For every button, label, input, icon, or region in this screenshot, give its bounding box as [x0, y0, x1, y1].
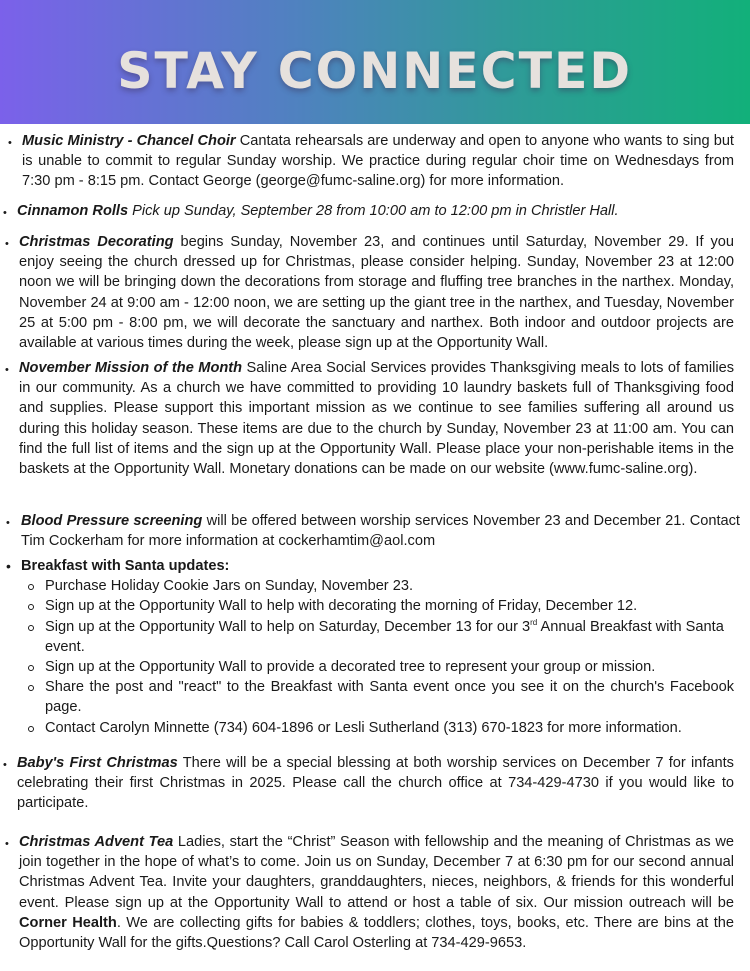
- sub-item: Share the post and "react" to the Breakfast with Santa event once you see it on the church's Facebook page.: [21, 677, 734, 717]
- breakfast-updates-list: [21, 576, 734, 738]
- announcement-body: Cantata rehearsals are underway and open to anyone who wants to sing but is unable to commit to regular Sunday worship. We practice during regular choir time on Wednesdays from 7:30 pm - 8:15 pm. Contact George (george@fumc-saline.org) for more information.: [22, 133, 734, 190]
- announcement-breakfast-with-santa: [6, 556, 734, 738]
- announcement-title: Cinnamon Rolls: [17, 203, 129, 219]
- announcement-body-continued: . We are collecting gifts for babies & toddlers; clothes, toys, books, etc. There are bins at the Opportunity Wall for the gifts.Questions? Call Carol Osterling at 734-429-9653.: [19, 914, 734, 952]
- announcement-title: Breakfast with Santa updates:: [21, 558, 230, 574]
- circle-bullet-icon: [28, 665, 34, 671]
- bullet-icon: •: [5, 838, 9, 850]
- mission-outreach-name: Corner Health: [19, 914, 117, 931]
- sub-item: Sign up at the Opportunity Wall to help with decorating the morning of Friday, December 12.: [21, 596, 734, 616]
- bullet-icon: •: [3, 759, 7, 771]
- announcement-title: Baby's First Christmas: [17, 755, 178, 771]
- bullet-icon: •: [6, 558, 11, 574]
- announcement-body: Ladies, start the “Christ” Season with fellowship and the meaning of Christmas as we join together in the hope of what’s to come. Join us on Sunday, December 7 at 6:30 pm for our second annual Christmas Advent Tea. Invite your daughters, granddaughters, nieces, neighbors, & friends for this wonderful event. Please sign up at the Opportunity Wall to attend or host a table of six. Our mission outreach will be: [19, 834, 735, 911]
- announcement-november-mission: [5, 358, 734, 479]
- circle-bullet-icon: [28, 625, 34, 631]
- bullet-icon: •: [3, 207, 7, 219]
- bullet-icon: •: [5, 364, 9, 376]
- announcement-christmas-advent-tea: [5, 832, 734, 953]
- announcement-body: There will be a special blessing at both worship services on December 7 for infants celebrating their first Christmas in 2025. Please call the church office at 734-429-4730 if you would like to participate.: [17, 755, 734, 812]
- circle-bullet-icon: [28, 685, 34, 691]
- bullet-icon: •: [8, 137, 12, 149]
- bullet-icon: •: [6, 517, 10, 529]
- sub-item: Purchase Holiday Cookie Jars on Sunday, November 23.: [21, 576, 734, 596]
- announcement-title: November Mission of the Month: [19, 360, 243, 376]
- announcement-title: Christmas Decorating: [19, 234, 174, 250]
- circle-bullet-icon: [28, 584, 34, 590]
- sub-item: Contact Carolyn Minnette (734) 604-1896 or Lesli Sutherland (313) 670-1823 for more information.: [21, 718, 734, 738]
- announcement-title: Christmas Advent Tea: [19, 834, 174, 850]
- announcement-music-ministry: [8, 131, 734, 192]
- announcement-body: Pick up Sunday, September 28 from 10:00 am to 12:00 pm in Christler Hall.: [128, 203, 619, 219]
- stay-connected-banner: [0, 0, 750, 124]
- banner-title: STAY CONNECTED: [117, 42, 633, 100]
- circle-bullet-icon: [28, 726, 34, 732]
- announcement-title: Music Ministry - Chancel Choir: [22, 133, 236, 149]
- circle-bullet-icon: [28, 604, 34, 610]
- announcement-body: begins Sunday, November 23, and continues until Saturday, November 29. If you enjoy seeing the church dressed up for Christmas, please consider helping. Sunday, November 23 at 12:00 noon we will be bringing down the decorations from storage and fluffing tree branches in the narthex. Monday, November 24 at 9:00 am - 12:00 noon, we are setting up the giant tree in the narthex, and Tuesday, November 25 at 5:00 pm - 8:00 pm, we will decorate the sanctuary and narthex. Both indoor and outdoor projects are available at various times during the week, please sign up at the Opportunity Wall.: [19, 234, 734, 352]
- announcement-title: Blood Pressure screening: [21, 513, 203, 529]
- announcement-body: Saline Area Social Services provides Thanksgiving meals to lots of families in our community. As a church we have committed to providing 10 laundry baskets full of Thanksgiving food and supplies. Please support this important mission as we continue to see families suffering all around us during this holiday season. These items are due to the church by Sunday, November 23 at 11:00 am. You can find the full list of items and the sign up at the Opportunity Wall. Please place your non-perishable items in the baskets at the Opportunity Wall. Monetary donations can be made on our website (www.fumc-saline.org).: [19, 360, 735, 478]
- sub-item: Sign up at the Opportunity Wall to provide a decorated tree to represent your group or mission.: [21, 657, 734, 677]
- announcement-cinnamon-rolls: [3, 201, 734, 221]
- announcement-babys-first-christmas: [3, 753, 734, 814]
- bullet-icon: •: [5, 238, 9, 250]
- sub-item: Sign up at the Opportunity Wall to help on Saturday, December 13 for our 3rd Annual Breakfast with Santa event.: [21, 617, 734, 657]
- announcement-body: will be offered between worship services November 23 and December 21. Contact Tim Cockerham for more information at cockerhamtim@aol.com: [21, 513, 740, 550]
- announcement-christmas-decorating: [5, 232, 734, 353]
- announcement-blood-pressure: [6, 511, 740, 551]
